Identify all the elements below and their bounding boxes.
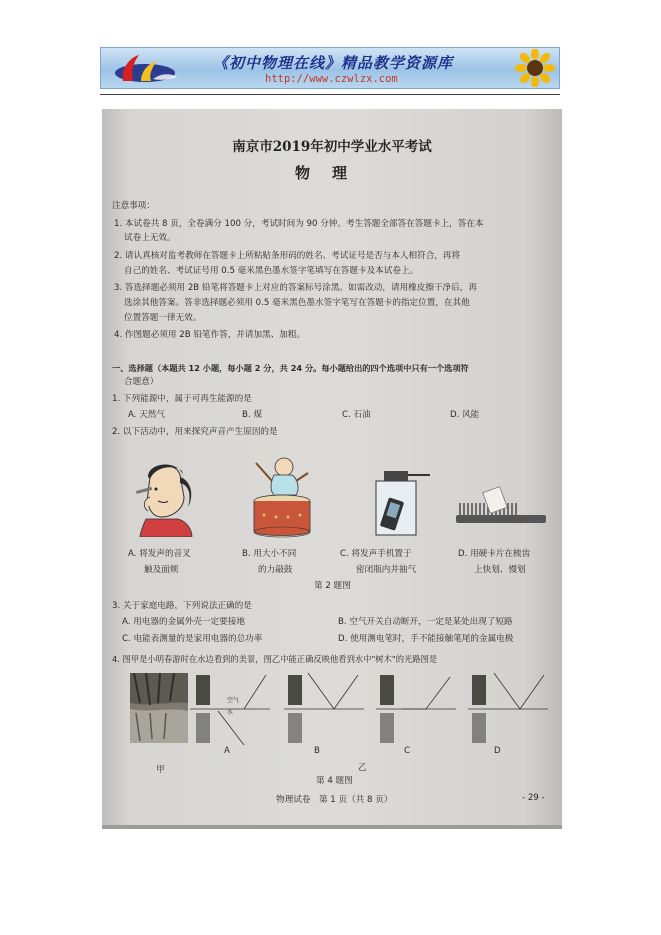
q2-option-a-line2: 触及面颊 [144, 565, 179, 575]
q2-option-c-line1: C. 将发声手机置于 [340, 549, 412, 559]
notice-line: 1. 本试卷共 8 页，全卷满分 100 分，考试时间为 90 分钟。考生答题全部答在答题卡上，答在本 [114, 219, 484, 229]
q1-option-c: C. 石油 [342, 410, 371, 420]
q2-option-b-line1: B. 用大小不同 [242, 549, 297, 559]
notice-line: 3. 答选择题必须用 2B 铅笔将答题卡上对应的答案标号涂黑。如需改动，请用橡皮擦干净后，再 [114, 283, 477, 293]
site-logo [111, 53, 181, 85]
banner-url[interactable]: http://www.czwlzx.com [265, 73, 398, 85]
q1-option-b: B. 煤 [242, 410, 262, 420]
notice-line: 试卷上无效。 [124, 233, 176, 243]
figure-yi-label: 乙 [358, 763, 367, 773]
water-label: 水 [227, 709, 234, 716]
drum-figure [246, 453, 316, 539]
banner-title: 《初中物理在线》精品教学资源库 [213, 54, 454, 72]
q3-option-a: A. 用电器的金属外壳一定要接地 [122, 617, 245, 627]
q3-option-b: B. 空气开关自动断开，一定是某处出现了短路 [338, 617, 513, 627]
section-title-cont: 合题意） [124, 377, 159, 387]
notice-line: 选涂其他答案。答非选择题必须用 0.5 毫米黑色墨水签字笔写在答题卡的指定位置，在其他 [124, 298, 470, 308]
figure-jia-label: 甲 [156, 765, 165, 775]
exam-subject: 物理 [294, 164, 369, 182]
q1-option-a: A. 天然气 [128, 410, 165, 420]
q2-option-c-line2: 密闭瓶内并抽气 [356, 565, 417, 575]
notice-line: 4. 作图题必须用 2B 铅笔作答，并请加黑、加粗。 [114, 330, 306, 340]
banner-divider [100, 94, 560, 95]
bell-jar-phone-figure [370, 465, 434, 539]
notice-line: 位置答题一律无效。 [124, 313, 202, 323]
notice-line: 2. 请认真核对监考教师在答题卡上所粘贴条形码的姓名、考试证号是否与本人相符合，再将 [114, 251, 461, 261]
comb-card-figure [448, 485, 548, 531]
page-number: - 29 - [522, 793, 545, 803]
q4-figure-caption: 第 4 题图 [316, 776, 353, 786]
q2-option-b-line2: 的力敲鼓 [258, 565, 293, 575]
notice-heading: 注意事项： [112, 201, 155, 211]
page-footer: 物理试卷 第 1 页（共 8 页） [276, 795, 393, 805]
q3-option-c: C. 电能表测量的是家用电器的总功率 [122, 634, 263, 644]
q3-option-d: D. 使用测电笔时，手不能接触笔尾的金属电极 [338, 634, 514, 644]
q2-option-a-line1: A. 将发声的音叉 [128, 549, 191, 559]
q2-option-d-line2: 上快划、慢划 [474, 565, 526, 575]
photo-bottom-edge [102, 825, 562, 829]
air-label: 空气 [227, 697, 240, 704]
q4-option-d: D [494, 746, 501, 756]
notice-line: 自己的姓名、考试证号用 0.5 毫米黑色墨水签字笔填写在答题卡及本试卷上。 [124, 266, 419, 276]
q4-option-a: A [224, 746, 230, 756]
q4-option-c: C [404, 746, 411, 756]
site-banner [100, 47, 560, 89]
question-2-stem: 2. 以下活动中，用来探究声音产生原因的是 [112, 427, 278, 437]
q4-option-b: B [314, 746, 320, 756]
light-path-diagrams [188, 669, 558, 749]
sunflower-icon [515, 49, 555, 87]
q2-figure-caption: 第 2 题图 [314, 581, 351, 591]
exam-title: 南京市2019年初中学业水平考试 [232, 139, 432, 155]
question-4-stem: 4. 图甲是小明春游时在水边看到的美景，图乙中能正确反映他看到水中"树木"的光路图是 [112, 654, 438, 664]
section-title: 一、选择题（本题共 12 小题，每小题 2 分，共 24 分。每小题给出的四个选项中只有一个选项符 [112, 363, 469, 373]
lakeside-photo [130, 673, 188, 743]
tuning-fork-face-figure [132, 457, 202, 537]
q1-option-d: D. 风能 [450, 410, 480, 420]
exam-page-photo [102, 109, 562, 829]
question-3-stem: 3. 关于家庭电路，下列说法正确的是 [112, 601, 252, 611]
question-1-stem: 1. 下列能源中，属于可再生能源的是 [112, 394, 252, 404]
q2-option-d-line1: D. 用硬卡片在梳齿 [458, 549, 531, 559]
